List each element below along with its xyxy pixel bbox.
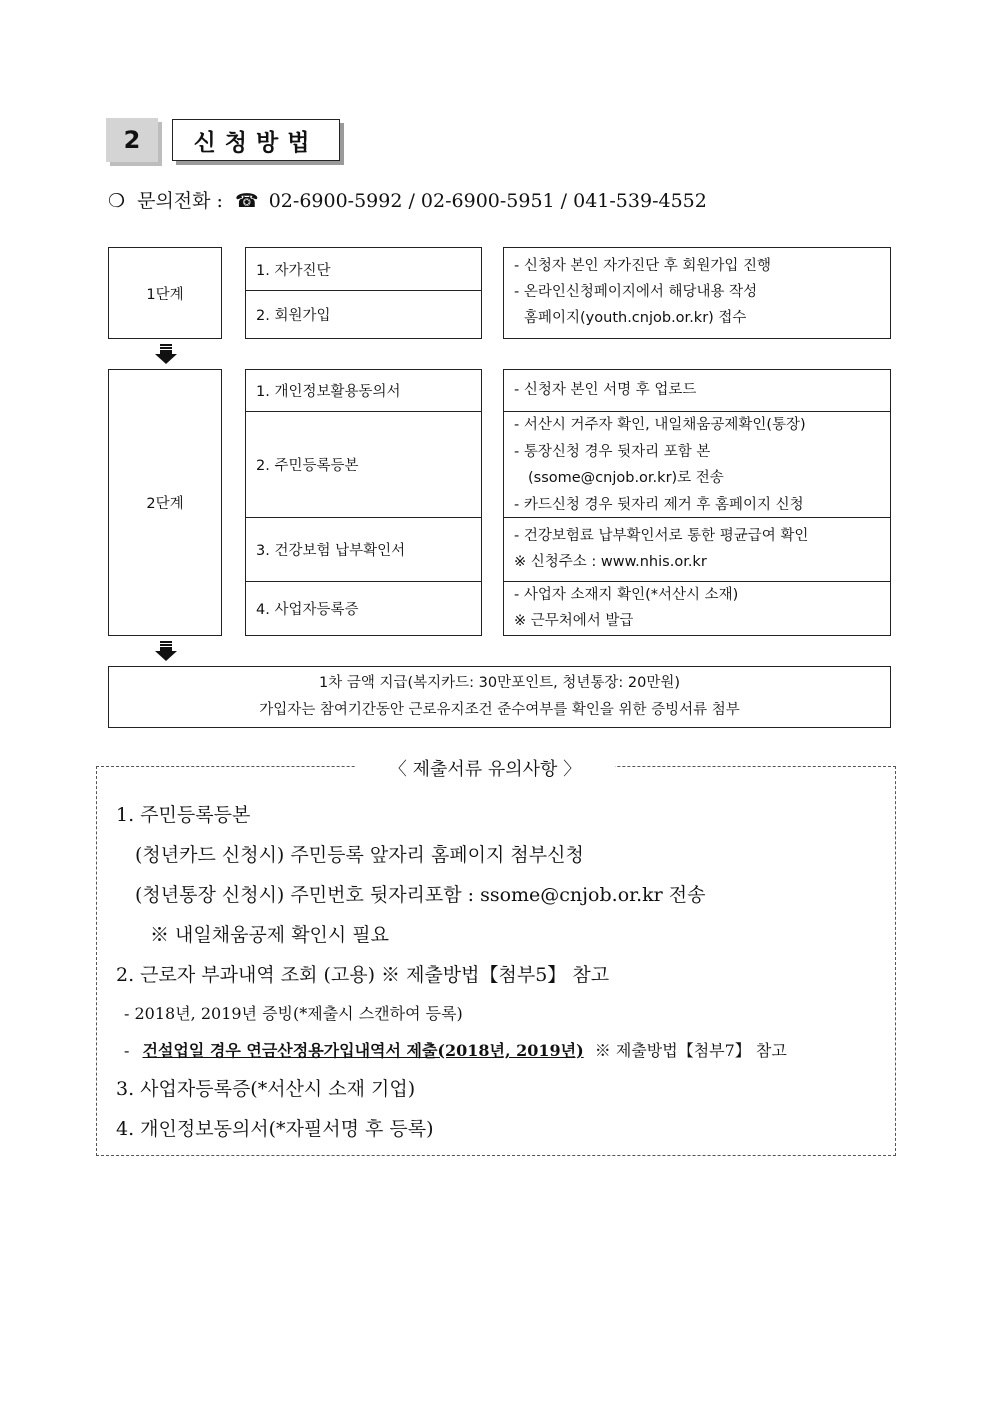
step2-item-1: 1. 개인정보활용동의서 bbox=[245, 369, 482, 412]
step1-label: 1단계 bbox=[108, 247, 222, 339]
notice-line: 3. 사업자등록증(*서산시 소재 기업) bbox=[116, 1078, 416, 1100]
step1-desc-line: - 온라인신청페이지에서 해당내용 작성 bbox=[514, 284, 758, 300]
desc-line: ※ 신청주소 : www.nhis.or.kr bbox=[514, 554, 707, 570]
desc-line: - 건강보험료 납부확인서로 통한 평균급여 확인 bbox=[514, 528, 809, 544]
step1-desc-line: - 신청자 본인 자가진단 후 회원가입 진행 bbox=[514, 258, 771, 274]
step1-desc bbox=[503, 247, 891, 339]
notice-line: 2. 근로자 부과내역 조회 (고용) ※ 제출방법【첨부5】 참고 bbox=[116, 964, 610, 986]
step1-desc-line: 홈페이지(youth.cnjob.or.kr) 접수 bbox=[524, 310, 747, 326]
step2-desc-2 bbox=[503, 411, 891, 518]
step2-desc-1 bbox=[503, 369, 891, 412]
notice-construction-line bbox=[124, 1038, 787, 1061]
step2-desc-3 bbox=[503, 517, 891, 582]
result-box bbox=[108, 666, 891, 728]
notice-line: 1. 주민등록등본 bbox=[116, 804, 251, 826]
desc-line: - 서산시 거주자 확인, 내일채움공제확인(통장) bbox=[514, 417, 806, 433]
step2-item-3: 3. 건강보험 납부확인서 bbox=[245, 517, 482, 582]
phone-icon: ☎ bbox=[235, 190, 259, 212]
dash: - bbox=[124, 1041, 130, 1060]
desc-line: - 통장신청 경우 뒷자리 포함 본 bbox=[514, 443, 711, 460]
section-title: 신청방법 bbox=[172, 119, 340, 161]
result-line-1: 1차 금액 지급(복지카드: 30만포인트, 청년통장: 20만원) bbox=[319, 675, 680, 691]
desc-line: ※ 근무처에서 발급 bbox=[514, 613, 634, 629]
desc-line: (ssome@cnjob.or.kr)로 전송 bbox=[528, 470, 724, 486]
result-line-2: 가입자는 참여기간동안 근로유지조건 준수여부를 확인을 위한 증빙서류 첨부 bbox=[259, 702, 740, 718]
section-number: 2 bbox=[106, 118, 158, 162]
construction-note: 건설업일 경우 연금산정용가입내역서 제출(2018년, 2019년) bbox=[142, 1041, 584, 1060]
contact-line bbox=[108, 186, 707, 213]
notice-line: 4. 개인정보동의서(*자필서명 후 등록) bbox=[116, 1118, 434, 1140]
contact-label: 문의전화 : bbox=[137, 190, 223, 212]
notice-line: - 2018년, 2019년 증빙(*제출시 스캔하여 등록) bbox=[124, 1004, 463, 1023]
contact-phones: 02-6900-5992 / 02-6900-5951 / 041-539-4552 bbox=[268, 190, 707, 212]
notice-title: 〈 제출서류 유의사항 〉 bbox=[355, 755, 615, 781]
notice-line: ※ 내일채움공제 확인시 필요 bbox=[150, 924, 390, 946]
step1-item-1: 1. 자가진단 bbox=[245, 247, 482, 291]
desc-line: - 카드신청 경우 뒷자리 제거 후 홈페이지 신청 bbox=[514, 496, 804, 513]
step2-item-2: 2. 주민등록등본 bbox=[245, 411, 482, 518]
desc-line: - 신청자 본인 서명 후 업로드 bbox=[514, 382, 697, 398]
step2-item-4: 4. 사업자등록증 bbox=[245, 581, 482, 636]
bullet-icon: ❍ bbox=[108, 190, 126, 212]
step1-item-2: 2. 회원가입 bbox=[245, 290, 482, 339]
down-arrow-icon bbox=[155, 344, 177, 364]
step2-desc-4 bbox=[503, 581, 891, 636]
notice-line: (청년통장 신청시) 주민번호 뒷자리포함 : ssome@cnjob.or.kr 전송 bbox=[135, 884, 706, 906]
step2-label: 2단계 bbox=[108, 369, 222, 636]
down-arrow-icon bbox=[155, 641, 177, 661]
desc-line: - 사업자 소재지 확인(*서산시 소재) bbox=[514, 587, 739, 603]
notice-line: (청년카드 신청시) 주민등록 앞자리 홈페이지 첨부신청 bbox=[135, 844, 584, 866]
construction-ref: ※ 제출방법【첨부7】 참고 bbox=[594, 1041, 787, 1060]
